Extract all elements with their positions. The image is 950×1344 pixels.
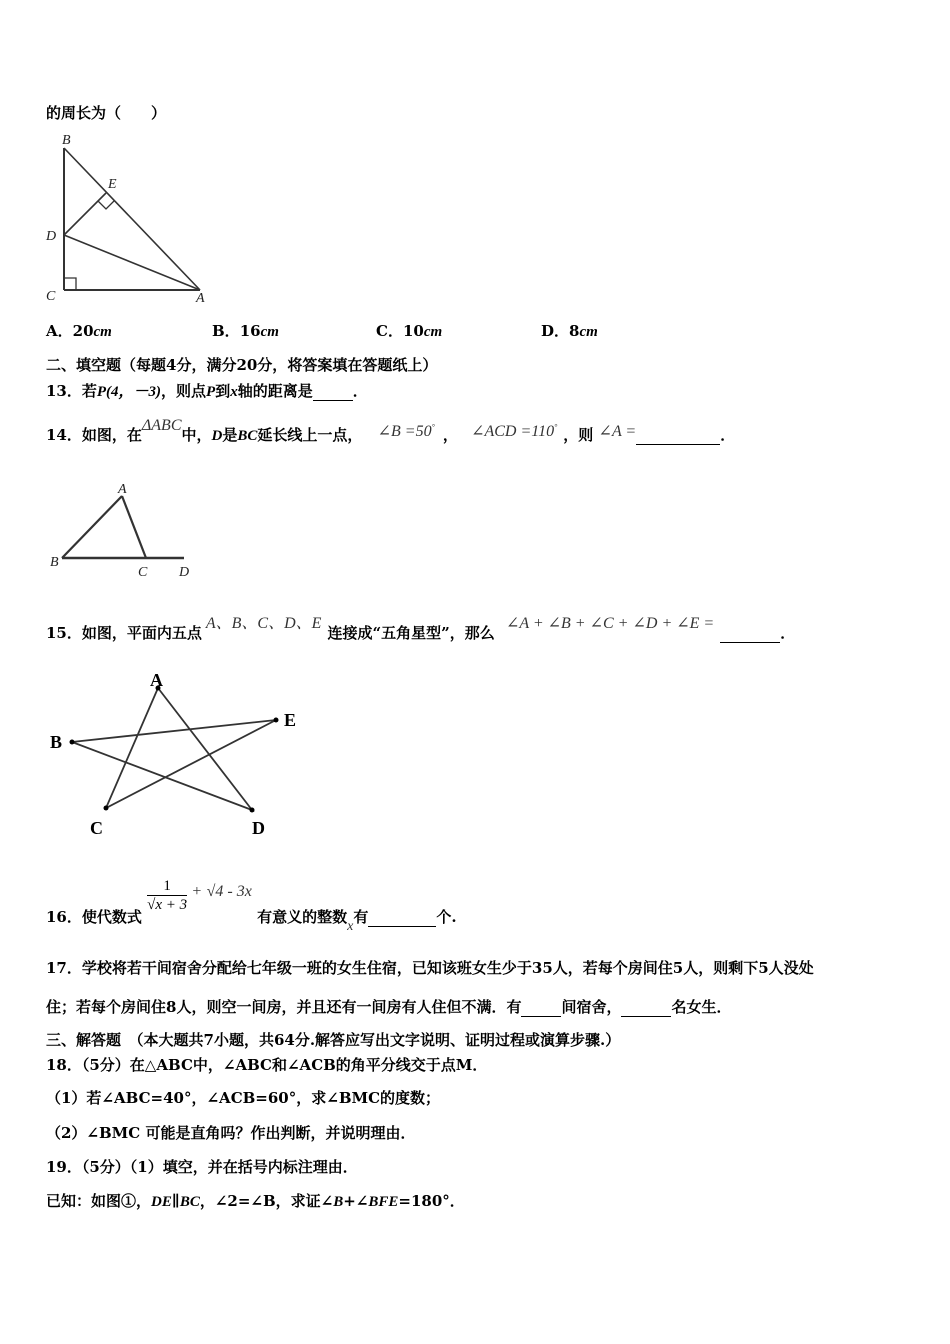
q19-known: 已知：如图①，DE∥BC，∠2=∠B，求证∠B+∠BFE=180°． [46,1192,465,1210]
q18-part1: （1）若∠ABC=40°，∠ACB=60°，求∠BMC的度数； [46,1089,441,1107]
q14: 14．如图，在ΔABC中，D是BC延长线上一点， ∠B =50° ， ∠ACD =110° ，则 ∠A = ． [46,417,736,444]
q12-option-c: C．10cm [376,322,443,340]
q12-figure [40,128,220,310]
q14-label-a: A [118,482,127,497]
q14-figure [46,478,206,582]
q18-stem: 18．（5分）在△ABC中，∠ABC和∠ACB的角平分线交于点M． [46,1056,488,1074]
q12-label-b: B [62,133,71,148]
section2-title: 二、填空题（每题4分，满分20分，将答案填在答题纸上） [46,356,438,374]
q12-option-a: A．20cm [46,322,112,340]
section3-title: 三、解答题 （本大题共7小题，共64分.解答应写出文字说明、证明过程或演算步骤.） [46,1031,621,1049]
q12-option-b: B．16cm [212,322,279,340]
q12-label-e: E [108,177,117,192]
q15-label-e: E [284,710,297,730]
q15-label-b: B [50,732,63,752]
q18-part2: （2）∠BMC 可能是直角吗？作出判断，并说明理由． [46,1124,416,1142]
q13: 13．若P(4，－3)，则点P到x轴的距离是 ． [46,382,368,400]
q12-label-d: D [46,229,57,244]
q13-answer-blank[interactable] [313,382,353,401]
q17-line1: 17．学校将若干间宿舍分配给七年级一班的女生住宿，已知该班女生少于35人，若每个房间住5人，则剩下5人没处 [46,959,814,977]
q15-figure [46,668,306,840]
q17-students-blank[interactable] [621,998,671,1017]
q17-line2: 住；若每个房间住8人，则空一间房，并且还有一间房有人住但不满．有 间宿舍， 名女生． [46,998,732,1016]
q14-answer-blank[interactable] [636,426,720,445]
q15: 15．如图，平面内五点A、B、C、D、E连接成“五角星型”，那么 ∠A + ∠B + ∠C + ∠D + ∠E = ． [46,615,796,642]
q16: 16．使代数式 $\frac{1}{√x + 3}$ + √4 - 3x 有意义的整数x有 个. [46,878,457,934]
q19-stem: 19．（5分）（1）填空，并在括号内标注理由． [46,1158,358,1176]
q15-answer-blank[interactable] [720,624,780,643]
q12-tail: 的周长为（ ） [46,104,167,122]
q14-label-b: B [50,555,59,570]
q15-label-a: A [150,670,163,690]
q16-answer-blank[interactable] [368,908,436,927]
q14-label-d: D [179,565,190,580]
q14-label-c: C [138,565,148,580]
q12-label-a: A [196,291,205,306]
q15-label-c: C [90,818,103,838]
q15-label-d: D [252,818,265,838]
q17-rooms-blank[interactable] [521,998,561,1017]
q12-option-d: D．8cm [541,322,598,340]
q16-fraction: $\frac{1}{√x + 3}$ [147,878,188,913]
q12-label-c: C [46,289,56,304]
